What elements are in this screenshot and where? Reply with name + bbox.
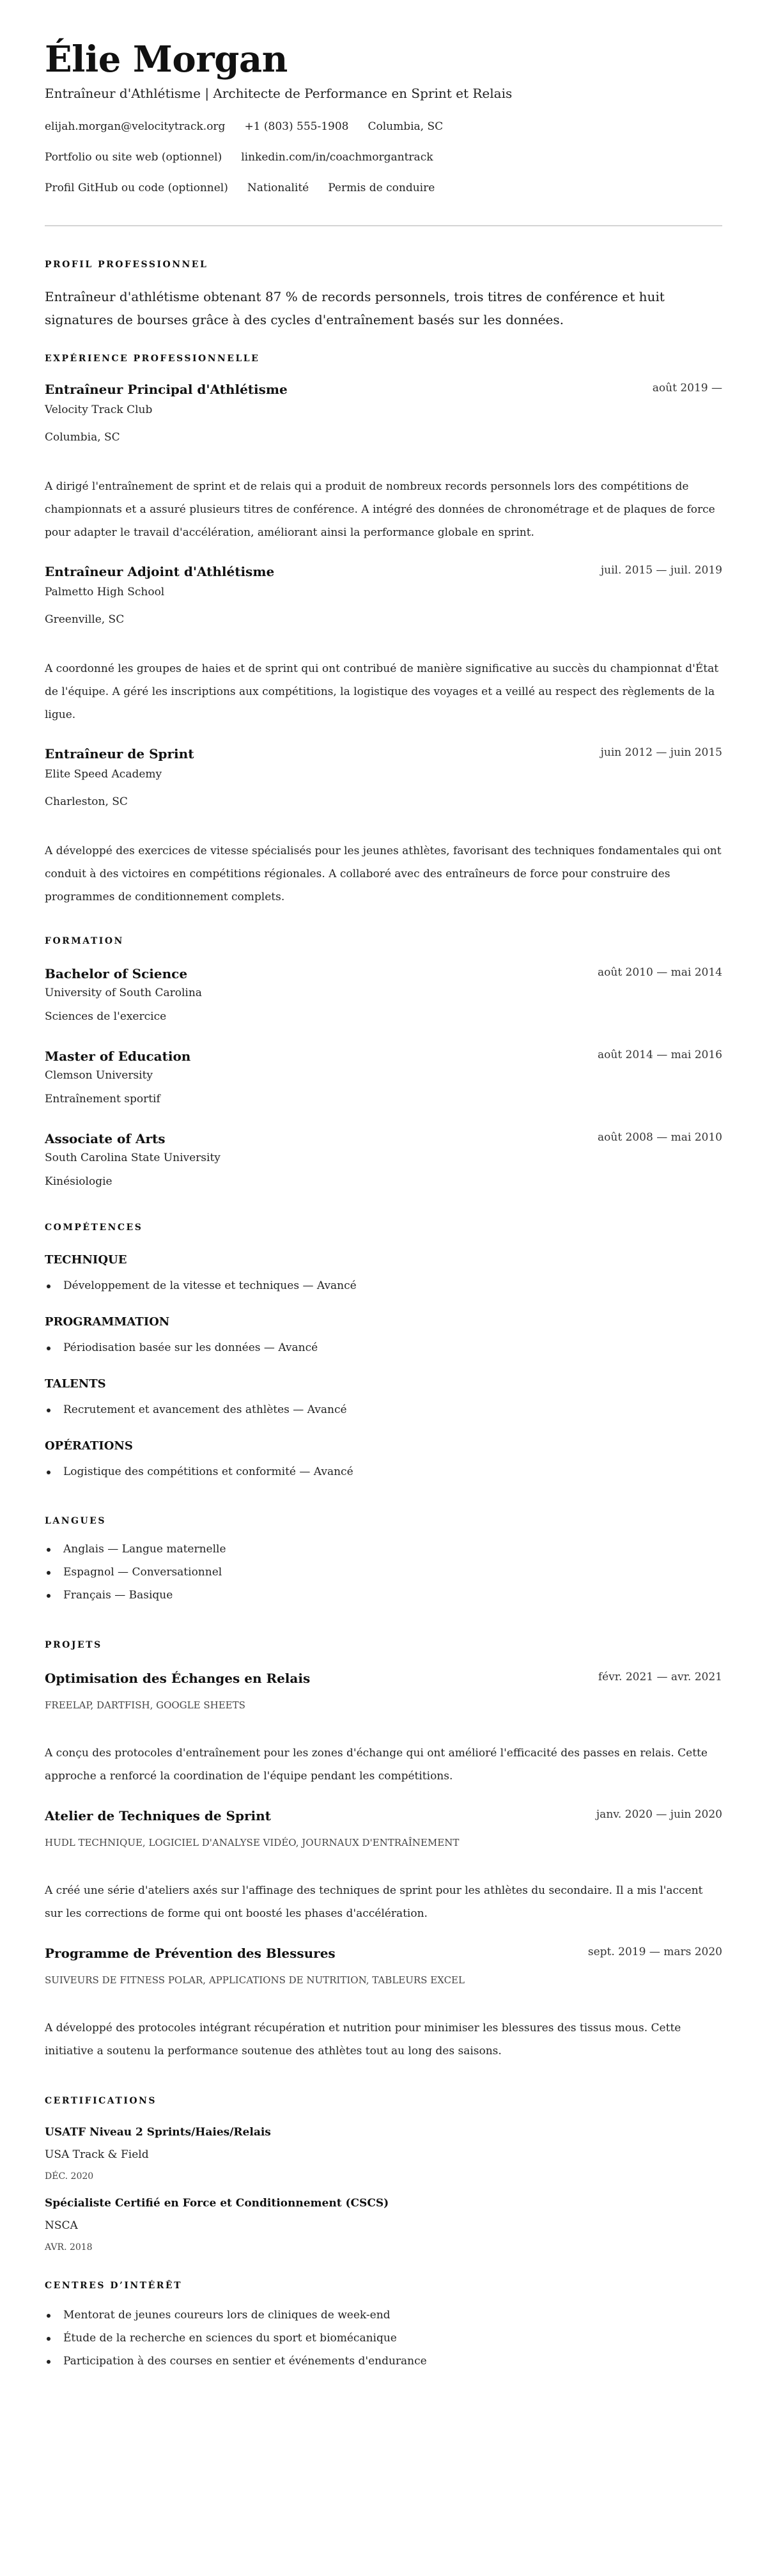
job-company: Elite Speed Academy bbox=[45, 768, 162, 781]
project-tech: SUIVEURS DE FITNESS POLAR, APPLICATIONS DE NUTRITION, TABLEURS EXCEL bbox=[45, 1974, 465, 1986]
section-interests bbox=[45, 2279, 722, 2373]
job-entry bbox=[45, 380, 722, 544]
project-entry bbox=[45, 1944, 722, 2063]
section-experience bbox=[45, 352, 722, 909]
contact-linkedin[interactable]: linkedin.com/in/coachmorgantrack bbox=[241, 151, 433, 164]
project-tech: FREELAP, DARTFISH, GOOGLE SHEETS bbox=[45, 1699, 245, 1711]
language-item: Espagnol — Conversationnel bbox=[45, 1561, 722, 1584]
field-of-study: Sciences de l'exercice bbox=[45, 1010, 167, 1023]
contact-portfolio[interactable]: Portfolio ou site web (optionnel) bbox=[45, 151, 222, 164]
project-entry bbox=[45, 1807, 722, 1925]
education-entry bbox=[45, 965, 722, 1024]
interest-item: Étude de la recherche en sciences du sport et biomécanique bbox=[45, 2327, 722, 2350]
degree-date: août 2008 — mai 2010 bbox=[598, 1131, 722, 1144]
section-title-profile: PROFIL PROFESSIONNEL bbox=[45, 260, 208, 270]
language-item: Français — Basique bbox=[45, 1584, 722, 1607]
project-tech: HUDL TECHNIQUE, LOGICIEL D'ANALYSE VIDÉO, JOURNAUX D'ENTRAÎNEMENT bbox=[45, 1837, 460, 1848]
certification-entry bbox=[45, 2196, 722, 2254]
skill-category-title: OPÉRATIONS bbox=[45, 1439, 133, 1453]
skill-item: Développement de la vitesse et techniques — Avancé bbox=[45, 1274, 722, 1297]
degree-date: août 2014 — mai 2016 bbox=[598, 1049, 722, 1061]
certification-issuer: USA Track & Field bbox=[45, 2148, 149, 2161]
certification-issuer: NSCA bbox=[45, 2219, 78, 2232]
school-name: Clemson University bbox=[45, 1069, 153, 1082]
section-title-interests: CENTRES D’INTÉRÊT bbox=[45, 2281, 182, 2291]
section-title-languages: LANGUES bbox=[45, 1516, 106, 1526]
job-description: A coordonné les groupes de haies et de sprint qui ont contribué de manière significative au succès du championnat d'État de l'équipe. A géré les inscriptions aux compétitions, la logistique des voyages et a veillé au respect des règlements de la ligue. bbox=[45, 662, 719, 721]
section-title-skills: COMPÉTENCES bbox=[45, 1222, 143, 1233]
degree-title: Associate of Arts bbox=[45, 1131, 166, 1146]
project-entry bbox=[45, 1669, 722, 1788]
certification-name: Spécialiste Certifié en Force et Conditionnement (CSCS) bbox=[45, 2197, 389, 2210]
contact-row-1 bbox=[45, 119, 722, 134]
skill-list bbox=[45, 1274, 722, 1297]
job-description: A développé des exercices de vitesse spécialisés pour les jeunes athlètes, favorisant des techniques fondamentales qui ont conduit à des victoires en compétitions régionales. A collaboré avec des entraîneurs de force pour construire des programmes de conditionnement complets. bbox=[45, 845, 722, 903]
project-date: janv. 2020 — juin 2020 bbox=[596, 1808, 722, 1821]
section-title-experience: EXPÉRIENCE PROFESSIONNELLE bbox=[45, 354, 260, 364]
degree-title: Bachelor of Science bbox=[45, 966, 188, 981]
section-title-certifications: CERTIFICATIONS bbox=[45, 2096, 157, 2106]
section-profile bbox=[45, 258, 722, 331]
certification-date: DÉC. 2020 bbox=[45, 2171, 94, 2182]
skill-category-title: TECHNIQUE bbox=[45, 1253, 127, 1267]
job-description: A dirigé l'entraînement de sprint et de relais qui a produit de nombreux records personnels lors des compétitions de championnats et a assuré plusieurs titres de conférence. A intégré des données de chronométrage et de plaques de force pour adapter le travail d'accélération, améliorant ainsi la performance globale en sprint. bbox=[45, 480, 715, 539]
interest-list bbox=[45, 2304, 722, 2373]
project-title: Atelier de Techniques de Sprint bbox=[45, 1808, 271, 1823]
contact-github[interactable]: Profil GitHub ou code (optionnel) bbox=[45, 182, 228, 194]
skill-category-title: PROGRAMMATION bbox=[45, 1315, 170, 1329]
section-languages bbox=[45, 1515, 722, 1607]
skill-item: Recrutement et avancement des athlètes — Avancé bbox=[45, 1398, 722, 1421]
language-list bbox=[45, 1538, 722, 1607]
job-company: Velocity Track Club bbox=[45, 403, 153, 416]
skill-item: Logistique des compétitions et conformité — Avancé bbox=[45, 1460, 722, 1483]
job-entry bbox=[45, 563, 722, 726]
project-description: A conçu des protocoles d'entraînement pour les zones d'échange qui ont amélioré l'efficacité des passes en relais. Cette approche a renforcé la coordination de l'équipe pendant les compétitions. bbox=[45, 1747, 708, 1783]
skill-list bbox=[45, 1398, 722, 1421]
project-description: A créé une série d'ateliers axés sur l'affinage des techniques de sprint pour les athlètes du secondaire. Il a mis l'accent sur les corrections de forme qui ont boosté les phases d'accélération. bbox=[45, 1884, 703, 1920]
contact-email[interactable]: elijah.morgan@velocitytrack.org bbox=[45, 120, 226, 133]
project-title: Programme de Prévention des Blessures bbox=[45, 1946, 336, 1961]
contact-location: Columbia, SC bbox=[368, 120, 444, 133]
field-of-study: Entraînement sportif bbox=[45, 1093, 160, 1105]
skill-list bbox=[45, 1336, 722, 1359]
certification-date: AVR. 2018 bbox=[45, 2242, 93, 2252]
education-entry bbox=[45, 1047, 722, 1107]
language-item: Anglais — Langue maternelle bbox=[45, 1538, 722, 1561]
section-certifications bbox=[45, 2095, 722, 2254]
contact-nationality: Nationalité bbox=[247, 182, 309, 194]
skill-list bbox=[45, 1460, 722, 1483]
job-date: juil. 2015 — juil. 2019 bbox=[600, 564, 722, 577]
skill-item: Périodisation basée sur les données — Avancé bbox=[45, 1336, 722, 1359]
job-location: Charleston, SC bbox=[45, 795, 128, 808]
section-projects bbox=[45, 1639, 722, 2063]
project-date: sept. 2019 — mars 2020 bbox=[587, 1946, 722, 1958]
header-divider bbox=[45, 225, 722, 226]
certification-entry bbox=[45, 2125, 722, 2183]
school-name: University of South Carolina bbox=[45, 987, 202, 999]
contact-phone[interactable]: +1 (803) 555-1908 bbox=[244, 120, 349, 133]
job-title: Entraîneur Adjoint d'Athlétisme bbox=[45, 564, 275, 579]
school-name: South Carolina State University bbox=[45, 1151, 221, 1164]
contact-row-3 bbox=[45, 180, 722, 196]
section-skills bbox=[45, 1221, 722, 1483]
job-entry bbox=[45, 745, 722, 909]
job-title: Entraîneur de Sprint bbox=[45, 746, 194, 761]
interest-item: Mentorat de jeunes coureurs lors de cliniques de week-end bbox=[45, 2304, 722, 2327]
interest-item: Participation à des courses en sentier et événements d'endurance bbox=[45, 2350, 722, 2373]
certification-name: USATF Niveau 2 Sprints/Haies/Relais bbox=[45, 2126, 271, 2139]
project-description: A développé des protocoles intégrant récupération et nutrition pour minimiser les blessures des tissus mous. Cette initiative a soutenu la performance soutenue des athlètes tout au long des saisons. bbox=[45, 2022, 681, 2057]
profile-summary: Entraîneur d'athlétisme obtenant 87 % de records personnels, trois titres de conférence et huit signatures de bourses grâce à des cycles d'entraînement basés sur les données. bbox=[45, 289, 665, 327]
project-date: févr. 2021 — avr. 2021 bbox=[598, 1671, 722, 1683]
candidate-headline: Entraîneur d'Athlétisme | Architecte de Performance en Sprint et Relais bbox=[45, 86, 513, 101]
project-title: Optimisation des Échanges en Relais bbox=[45, 1671, 311, 1686]
section-education bbox=[45, 935, 722, 1189]
job-location: Columbia, SC bbox=[45, 431, 120, 444]
job-date: août 2019 — bbox=[652, 382, 722, 394]
section-title-education: FORMATION bbox=[45, 936, 124, 946]
degree-title: Master of Education bbox=[45, 1049, 191, 1064]
contact-row-2 bbox=[45, 150, 722, 165]
job-location: Greenville, SC bbox=[45, 613, 125, 626]
job-title: Entraîneur Principal d'Athlétisme bbox=[45, 382, 288, 397]
field-of-study: Kinésiologie bbox=[45, 1175, 112, 1188]
section-title-projects: PROJETS bbox=[45, 1640, 102, 1650]
skill-category-title: TALENTS bbox=[45, 1377, 106, 1391]
contact-driving-license: Permis de conduire bbox=[328, 182, 435, 194]
education-entry bbox=[45, 1130, 722, 1189]
resume-header bbox=[45, 37, 722, 196]
job-company: Palmetto High School bbox=[45, 586, 165, 598]
degree-date: août 2010 — mai 2014 bbox=[598, 966, 722, 979]
job-date: juin 2012 — juin 2015 bbox=[600, 746, 722, 759]
candidate-name: Élie Morgan bbox=[45, 38, 288, 81]
